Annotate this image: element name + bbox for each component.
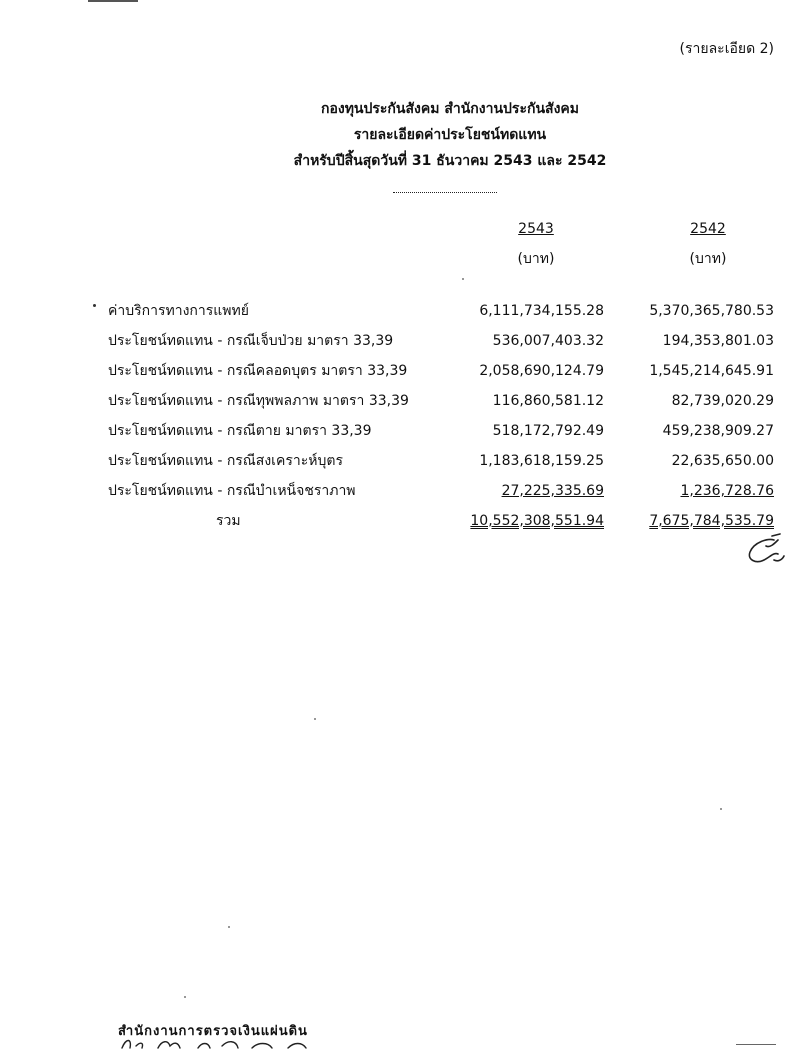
row-value-2542: 194,353,801.03 [662,333,774,349]
scan-speck [184,996,186,998]
benefits-table [0,296,800,536]
column-year-2542: 2542 [690,221,726,237]
row-label: ประโยชน์ทดแทน - กรณีคลอดบุตร มาตรา 33,39 [108,363,408,379]
row-value-2543: 536,007,403.32 [492,333,604,349]
table-row [0,296,800,326]
scan-speck [314,718,316,720]
column-unit-2543: (บาท) [517,251,555,267]
scan-speck [462,278,464,280]
row-value-2542: 1,236,728.76 [680,483,774,499]
row-label: ประโยชน์ทดแทน - กรณีตาย มาตรา 33,39 [108,423,372,439]
row-value-2543: 27,225,335.69 [501,483,604,499]
column-header-2542 [668,220,748,268]
initials-signature [744,532,786,572]
auditor-stamp-script [118,1036,338,1050]
row-value-2542: 82,739,020.29 [671,393,774,409]
row-value-2543: 2,058,690,124.79 [479,363,604,379]
total-label: รวม [216,513,241,529]
total-value-2542: 7,675,784,535.79 [649,513,774,529]
table-row [0,416,800,446]
total-row [0,506,800,536]
row-value-2543: 1,183,618,159.25 [479,453,604,469]
row-value-2542: 459,238,909.27 [662,423,774,439]
table-row [0,386,800,416]
auditor-stamp: สำนักงานการตรวจเงินแผ่นดิน [118,1024,308,1039]
column-year-2543: 2543 [518,221,554,237]
header-dotted-rule [393,192,497,193]
row-value-2542: 5,370,365,780.53 [649,303,774,319]
scan-mark-top [88,0,138,2]
row-value-2543: 6,111,734,155.28 [479,303,604,319]
total-value-2543: 10,552,308,551.94 [470,513,604,529]
row-label: ประโยชน์ทดแทน - กรณีสงเคราะห์บุตร [108,453,343,469]
statement-title: รายละเอียดค่าประโยชน์ทดแทน [353,127,547,143]
table-row [0,476,800,506]
row-label: ประโยชน์ทดแทน - กรณีเจ็บป่วย มาตรา 33,39 [108,333,394,349]
fund-name-title: กองทุนประกันสังคม สำนักงานประกันสังคม [320,101,579,117]
table-row [0,326,800,356]
row-value-2542: 22,635,650.00 [671,453,774,469]
scan-speck [228,926,230,928]
column-unit-2542: (บาท) [689,251,727,267]
row-value-2542: 1,545,214,645.91 [649,363,774,379]
scan-speck [720,808,722,810]
scan-mark-bottom [736,1044,776,1045]
column-header-2543 [496,220,576,268]
row-label: ค่าบริการทางการแพทย์ [108,303,249,319]
row-value-2543: 518,172,792.49 [492,423,604,439]
table-row [0,356,800,386]
table-row [0,446,800,476]
period-title: สำหรับปีสิ้นสุดวันที่ 31 ธันวาคม 2543 และ 2542 [293,153,607,169]
row-label: ประโยชน์ทดแทน - กรณีบำเหน็จชราภาพ [108,483,356,499]
document-header [0,96,800,174]
detail-reference: (รายละเอียด 2) [679,41,774,57]
row-label: ประโยชน์ทดแทน - กรณีทุพพลภาพ มาตรา 33,39 [108,393,409,409]
row-value-2543: 116,860,581.12 [492,393,604,409]
